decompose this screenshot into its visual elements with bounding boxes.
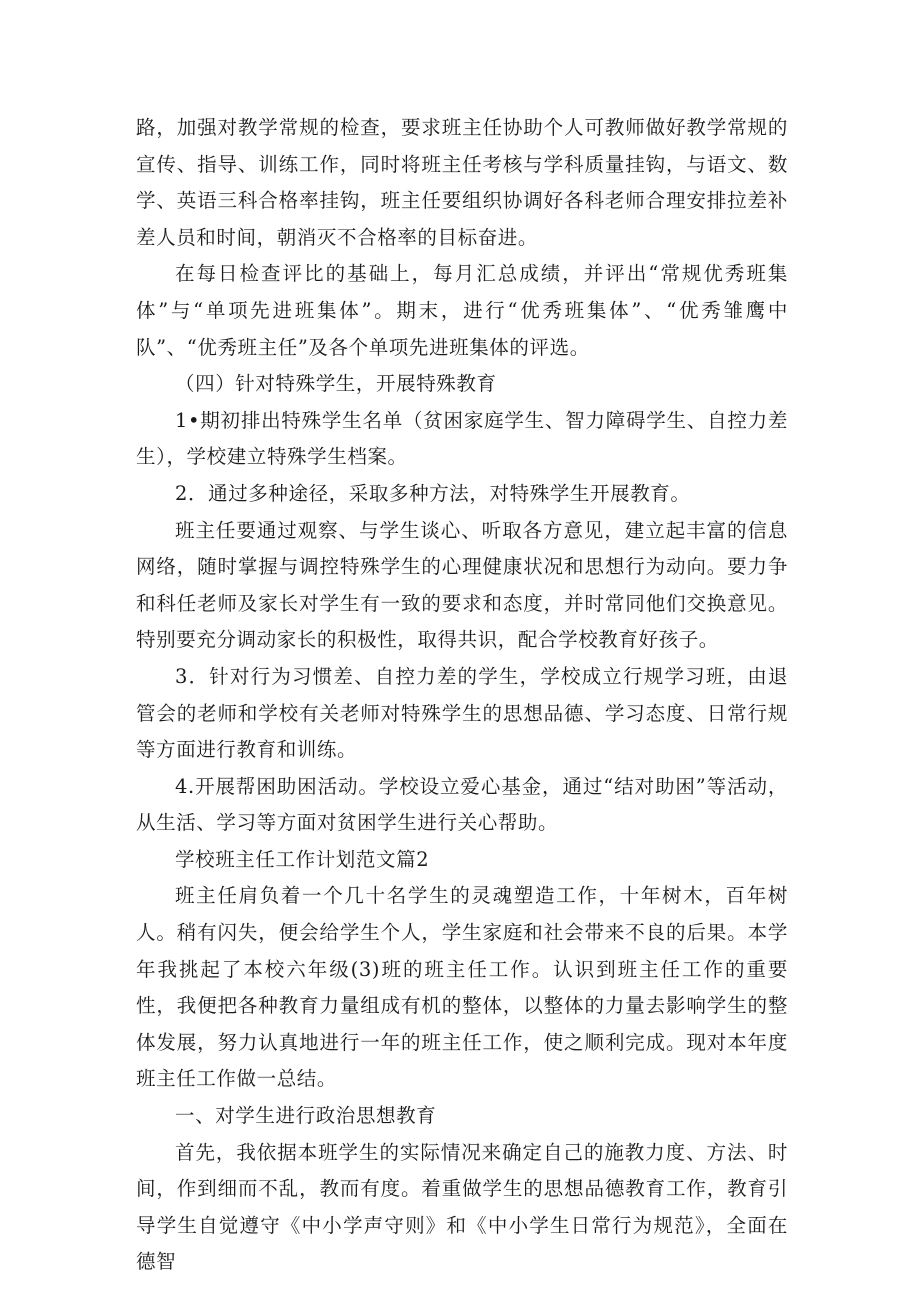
paragraph-first-approach: 首先，我依据本班学生的实际情况来确定自己的施教力度、方法、时间，作到细而不乱，教而有度。着重做学生的思想品德教育工作，教育引导学生自觉遵守《中小学声守则》和《中小学生日常行为规范》，全面在德智: [136, 1140, 788, 1274]
article-title-part-2: 学校班主任工作计划范文篇2: [175, 847, 430, 871]
paragraph-observation: 班主任要通过观察、与学生谈心、听取各方意见，建立起丰富的信息网络，随时掌握与调控特殊学生的心理健康状况和思想行为动向。要力争和科任老师及家长对学生有一致的要求和态度，并时常同他们交换意见。特别要充分调动家长的积极性，取得共识，配合学校教育好孩子。: [136, 518, 788, 652]
paragraph-item-2: 2．通过多种途径，采取多种方法，对特殊学生开展教育。: [175, 481, 691, 505]
paragraph-item-1: 1•期初排出特殊学生名单（贫困家庭学生、智力障碍学生、自控力差生），学校建立特殊学生档案。: [136, 408, 788, 469]
document-body: [136, 110, 788, 1281]
paragraph-item-3: 3．针对行为习惯差、自控力差的学生，学校成立行规学习班，由退管会的老师和学校有关老师对特殊学生的思想品德、学习态度、日常行规等方面进行教育和训练。: [136, 664, 788, 762]
paragraph-continuation: 路，加强对教学常规的检查，要求班主任协助个人可教师做好教学常规的宣传、指导、训练工作，同时将班主任考核与学科质量挂钩，与语文、数学、英语三科合格率挂钩，班主任要组织协调好各科老师合理安排拉差补差人员和时间，朝消灭不合格率的目标奋进。: [136, 116, 788, 249]
paragraph-item-4: 4.开展帮困助困活动。学校设立爱心基金，通过“结对助困”等活动，从生活、学习等方面对贫困学生进行关心帮助。: [136, 774, 788, 835]
paragraph-monthly-evaluation: 在每日检查评比的基础上，每月汇总成绩，并评出“常规优秀班集体”与“单项先进班集体”。期末，进行“优秀班集体”、“优秀雏鹰中队”、“优秀班主任”及各个单项先进班集体的评选。: [136, 262, 788, 359]
section-heading-political-education: 一、对学生进行政治思想教育: [175, 1104, 437, 1128]
paragraph-intro-part-2: 班主任肩负着一个几十名学生的灵魂塑造工作，十年树木，百年树人。稍有闪失，便会给学生个人，学生家庭和社会带来不良的后果。本学年我挑起了本校六年级(3)班的班主任工作。认识到班主任工作的重要性，我便把各种教育力量组成有机的整体，以整体的力量去影响学生的整体发展，努力认真地进行一年的班主任工作，使之顺利完成。现对本年度班主任工作做一总结。: [136, 884, 788, 1091]
section-heading-special-students: （四）针对特殊学生，开展特殊教育: [175, 372, 497, 396]
